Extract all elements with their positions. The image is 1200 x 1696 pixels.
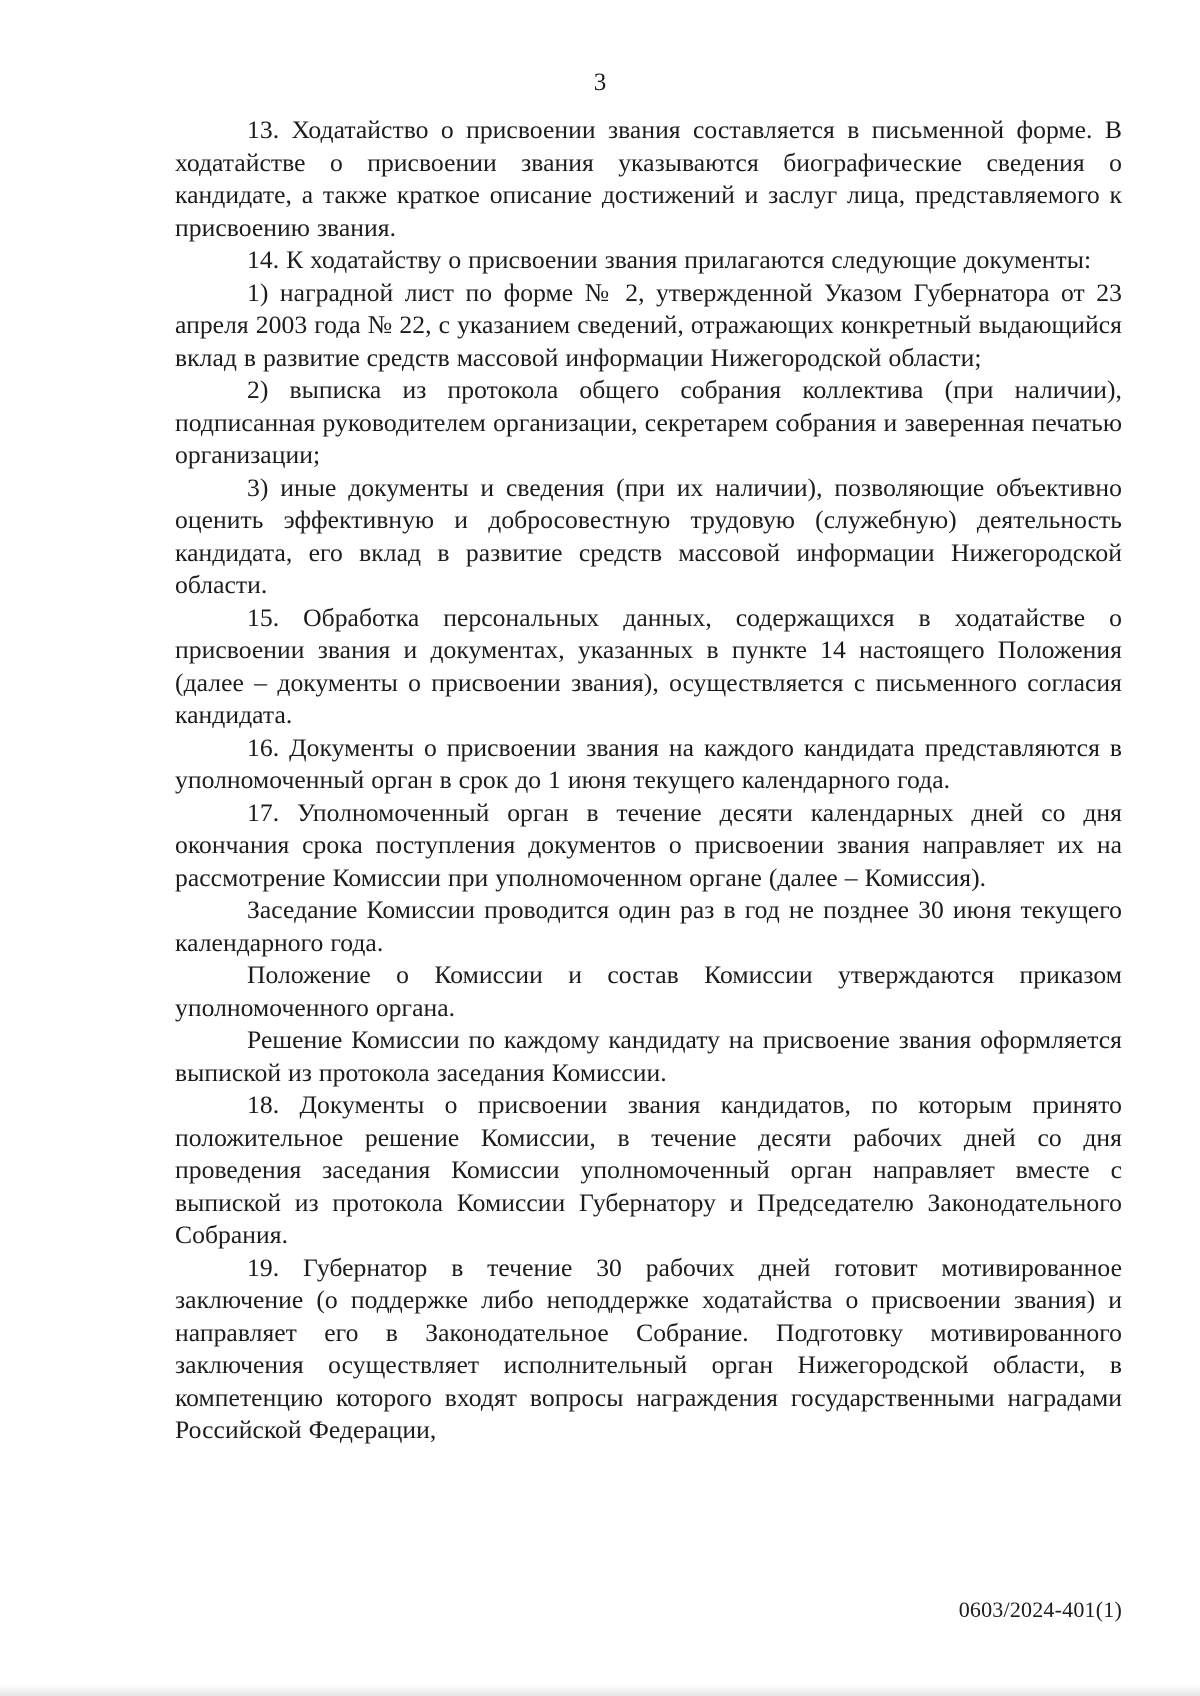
scan-bottom-edge bbox=[0, 1684, 1200, 1696]
document-body bbox=[175, 114, 1122, 1447]
paragraph-16: 16. Документы о присвоении звания на каждого кандидата представляются в уполномоченный орган в срок до 1 июня текущего календарного года. bbox=[175, 732, 1122, 794]
paragraph-19: 19. Губернатор в течение 30 рабочих дней готовит мотивированное заключение (о поддержке либо неподдержке ходатайства о присвоении звания) и направляет его в Законодательное Собрание. Подготовку мотивированного заключения осуществляет исполнительный орган Нижегородской области, в компетенцию которого входят вопросы награждения государственными наградами Российской Федерации, bbox=[175, 1252, 1122, 1444]
paragraph-14: 14. К ходатайству о присвоении звания прилагаются следующие документы: bbox=[247, 245, 1092, 274]
paragraph-15: 15. Обработка персональных данных, содержащихся в ходатайстве о присвоении звания и документах, указанных в пункте 14 настоящего Положения (далее – документы о присвоении звания), осуществляется с письменного согласия кандидата. bbox=[175, 602, 1122, 729]
page-number: 3 bbox=[593, 69, 607, 96]
paragraph-14-item-2: 2) выписка из протокола общего собрания коллектива (при наличии), подписанная руководителем организации, секретарем собрания и заверенная печатью организации; bbox=[175, 375, 1122, 469]
paragraph-13: 13. Ходатайство о присвоении звания составляется в письменной форме. В ходатайстве о присвоении звания указываются биографические сведения о кандидате, а также краткое описание достижений и заслуг лица, представляемого к присвоению звания. bbox=[175, 115, 1122, 242]
paragraph-17-decision: Решение Комиссии по каждому кандидату на присвоение звания оформляется выпиской из протокола заседания Комиссии. bbox=[175, 1025, 1122, 1087]
paragraph-17-meeting: Заседание Комиссии проводится один раз в год не позднее 30 июня текущего календарного года. bbox=[175, 895, 1122, 957]
paragraph-14-item-3: 3) иные документы и сведения (при их наличии), позволяющие объективно оценить эффективную и добросовестную трудовую (служебную) деятельность кандидата, его вклад в развитие средств массовой информации Нижегородской области. bbox=[175, 472, 1122, 599]
paragraph-18: 18. Документы о присвоении звания кандидатов, по которым принято положительное решение Комиссии, в течение десяти рабочих дней со дня проведения заседания Комиссии уполномоченный орган направляет вместе с выпиской из протокола Комиссии Губернатору и Председателю Законодательного Собрания. bbox=[175, 1090, 1122, 1249]
paragraph-17: 17. Уполномоченный орган в течение десяти календарных дней со дня окончания срока поступления документов о присвоении звания направляет их на рассмотрение Комиссии при уполномоченном органе (далее – Комиссия). bbox=[175, 797, 1122, 892]
paragraph-17-commission-regulation: Положение о Комиссии и состав Комиссии утверждаются приказом уполномоченного органа. bbox=[175, 960, 1122, 1022]
document-code: 0603/2024-401(1) bbox=[958, 1597, 1122, 1622]
paragraph-14-item-1: 1) наградной лист по форме № 2, утвержденной Указом Губернатора от 23 апреля 2003 года № 22, с указанием сведений, отражающих конкретный выдающийся вклад в развитие средств массовой информации Нижегородской области; bbox=[175, 277, 1122, 372]
